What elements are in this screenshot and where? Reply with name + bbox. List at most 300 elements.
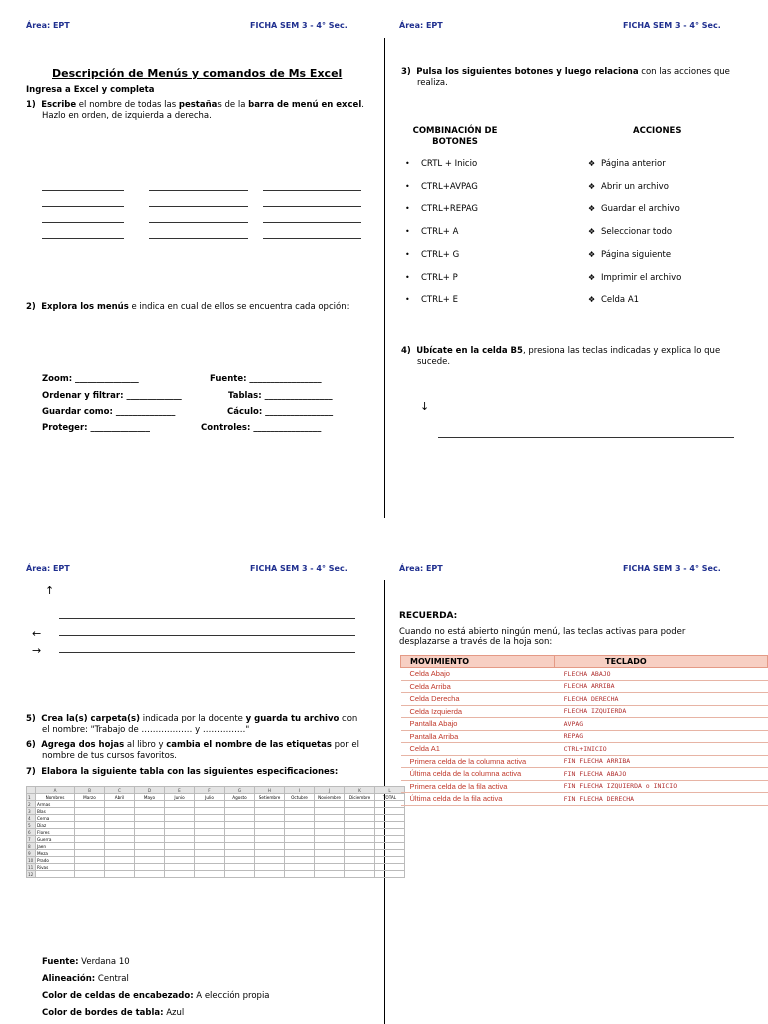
- combo-item: CTRL+ G: [421, 249, 460, 260]
- sheet-cell: [105, 836, 135, 843]
- sheet-cell: [75, 808, 105, 815]
- sheet-row: [27, 815, 405, 822]
- col-header-actions: ACCIONES: [633, 126, 682, 136]
- sheet-cell: [195, 829, 225, 836]
- sheet-cell: [195, 850, 225, 857]
- question-5: [26, 714, 376, 725]
- table-row: [401, 718, 768, 731]
- menu-option: Cáculo: ________________: [227, 407, 334, 417]
- sheet-cell: [255, 843, 285, 850]
- sheet-cell: [375, 836, 405, 843]
- q7-number: 7): [26, 767, 36, 777]
- sheet-cell: [345, 829, 375, 836]
- sheet-cell: [375, 829, 405, 836]
- recuerda-desc-2: desplazarse a través de la hoja son:: [399, 637, 553, 647]
- sheet-cell: [75, 815, 105, 822]
- menu-option: Guardar como: ______________: [42, 407, 176, 417]
- sheet-cell: [75, 829, 105, 836]
- sheet-row-number: 6: [27, 829, 36, 836]
- sheet-col-letter: J: [315, 787, 345, 794]
- answer-line: [59, 618, 355, 619]
- arrow-right-icon: →: [32, 644, 42, 657]
- sheet-cell: [345, 801, 375, 808]
- movimiento-cell: Celda Arriba: [401, 680, 555, 693]
- sheet-cell: [285, 857, 315, 864]
- diamond-icon: ❖: [588, 181, 596, 191]
- q6-text-2: por el: [331, 740, 360, 750]
- spec-list: [42, 954, 270, 1022]
- q5-line-2: el nombre: "Trabajo de ……………… y ……………": [42, 725, 250, 735]
- col-header-combos: COMBINACIÓN DE BOTONES: [412, 126, 498, 147]
- sheet-row: [27, 794, 405, 801]
- sheet-cell: [315, 808, 345, 815]
- action-item: Abrir un archivo: [601, 181, 669, 192]
- sheet-col-letter: K: [345, 787, 375, 794]
- sheet-cell: [285, 843, 315, 850]
- sheet-row: [27, 871, 405, 878]
- diamond-icon: ❖: [588, 227, 596, 237]
- sheet-cell: [195, 864, 225, 871]
- header-area-3: Área: EPT: [26, 564, 70, 573]
- sheet-cell: [345, 808, 375, 815]
- sheet-cell: [375, 822, 405, 829]
- sheet-cell: [255, 801, 285, 808]
- sheet-cell: [255, 815, 285, 822]
- q7-bold: Elabora la siguiente tabla con las siguientes especificaciones:: [41, 767, 339, 777]
- bullet-icon: •: [405, 249, 410, 259]
- spec-item: [42, 954, 270, 971]
- sheet-cell: [345, 871, 375, 878]
- sheet-cell: [315, 857, 345, 864]
- sheet-cell: [255, 829, 285, 836]
- q4-text: , presiona las teclas indicadas y explica lo que: [522, 346, 721, 356]
- question-6: [26, 740, 376, 751]
- sheet-cell: [225, 829, 255, 836]
- sheet-cell: [105, 815, 135, 822]
- sheet-cell: [285, 822, 315, 829]
- q3-number: 3): [401, 67, 411, 77]
- sheet-cell: [135, 864, 165, 871]
- arrow-left-icon: ←: [32, 627, 42, 640]
- sheet-cell: [195, 801, 225, 808]
- recuerda-desc-1: Cuando no está abierto ningún menú, las teclas activas para poder: [399, 627, 686, 637]
- sheet-cell: [375, 864, 405, 871]
- q1-bold-3: barra de menú en excel: [248, 100, 362, 110]
- answer-line: [149, 190, 248, 191]
- sheet-row: [27, 836, 405, 843]
- sheet-cell: [255, 836, 285, 843]
- excel-sheet-preview: [26, 786, 405, 878]
- action-item: Seleccionar todo: [601, 227, 673, 238]
- excel-sheet-table: [26, 786, 405, 878]
- page-title: Descripción de Menús y comandos de Ms Excel: [52, 67, 343, 80]
- menu-option: Fuente: _________________: [210, 374, 322, 384]
- menu-option: Controles: ________________: [201, 423, 322, 433]
- movimiento-cell: Pantalla Abajo: [401, 718, 555, 731]
- sheet-cell: Agosto: [225, 794, 255, 801]
- table-row: [401, 743, 768, 756]
- q4-line-2: sucede.: [417, 357, 451, 367]
- teclado-cell: FLECHA ABAJO: [555, 668, 768, 681]
- sheet-cell: [165, 850, 195, 857]
- sheet-cell: [285, 850, 315, 857]
- sheet-cell: [375, 857, 405, 864]
- sheet-col-letter: D: [135, 787, 165, 794]
- sheet-cell: [135, 801, 165, 808]
- sheet-cell: [225, 836, 255, 843]
- sheet-row-number: 5: [27, 822, 36, 829]
- teclado-cell: FLECHA DERECHA: [555, 693, 768, 706]
- sheet-cell: [225, 815, 255, 822]
- sheet-cell: [105, 808, 135, 815]
- sheet-cell: [135, 871, 165, 878]
- menu-option: Zoom: _______________: [42, 374, 139, 384]
- movimiento-cell: Pantalla Arriba: [401, 730, 555, 743]
- sheet-cell: Prado: [36, 857, 75, 864]
- table-row: [401, 780, 768, 793]
- q1-text-2: s de la: [217, 100, 249, 110]
- sheet-cell: Julio: [195, 794, 225, 801]
- teclado-cell: FLECHA IZQUIERDA: [555, 705, 768, 718]
- sheet-cell: [255, 871, 285, 878]
- sheet-col-letter: C: [105, 787, 135, 794]
- teclado-cell: FIN FLECHA DERECHA: [555, 793, 768, 806]
- sheet-cell: [165, 815, 195, 822]
- q4-bold: Ubícate en la celda B5: [416, 346, 523, 356]
- sheet-cell: [165, 836, 195, 843]
- sheet-cell: [345, 857, 375, 864]
- sheet-cell: Jaen: [36, 843, 75, 850]
- movimiento-cell: Primera celda de la fila activa: [401, 780, 555, 793]
- sheet-cell: [315, 843, 345, 850]
- sheet-cell: [165, 857, 195, 864]
- sheet-cell: [255, 864, 285, 871]
- sheet-col-letter: A: [36, 787, 75, 794]
- keyboard-table: [400, 655, 768, 806]
- sheet-col-letter: H: [255, 787, 285, 794]
- sheet-cell: [315, 829, 345, 836]
- sheet-row-number: 11: [27, 864, 36, 871]
- sheet-cell: [105, 857, 135, 864]
- sheet-cell: [75, 857, 105, 864]
- bullet-icon: •: [405, 159, 410, 168]
- col-header-movimiento: MOVIMIENTO: [401, 656, 555, 668]
- col-header-teclado: TECLADO: [555, 656, 768, 668]
- sheet-row-number: 10: [27, 857, 36, 864]
- sheet-row: [27, 850, 405, 857]
- sheet-cell: [315, 836, 345, 843]
- sheet-cell: [345, 864, 375, 871]
- sheet-cell: [75, 850, 105, 857]
- table-row: [401, 755, 768, 768]
- sheet-cell: [135, 808, 165, 815]
- divider-top: [384, 38, 385, 518]
- sheet-cell: Diciembre: [345, 794, 375, 801]
- question-1: [26, 100, 376, 111]
- action-item: Imprimir el archivo: [601, 272, 682, 283]
- action-item: Celda A1: [601, 295, 640, 306]
- sheet-cell: [165, 843, 195, 850]
- sheet-cell: [315, 822, 345, 829]
- sheet-cell: [285, 871, 315, 878]
- sheet-cell: [165, 801, 195, 808]
- sheet-cell: [75, 836, 105, 843]
- sheet-cell: [285, 801, 315, 808]
- sheet-cell: [75, 801, 105, 808]
- q1-bold-1: Escribe: [41, 100, 77, 110]
- q6-bold-2: cambia el nombre de las etiquetas: [166, 740, 332, 750]
- sheet-cell: [195, 808, 225, 815]
- q1-text-3: .: [361, 100, 364, 110]
- sheet-cell: [375, 815, 405, 822]
- q3-bold: Pulsa los siguientes botones y luego relaciona: [416, 67, 639, 77]
- sheet-row-number: 12: [27, 871, 36, 878]
- q6-bold-1: Agrega dos hojas: [41, 740, 125, 750]
- arrow-up-icon: ↑: [45, 584, 55, 597]
- sheet-cell: [75, 871, 105, 878]
- q3-text: con las acciones que: [638, 67, 730, 77]
- q3-line-2: realiza.: [417, 78, 448, 88]
- movimiento-cell: Celda Abajo: [401, 668, 555, 681]
- sheet-cell: TOTAL: [375, 794, 405, 801]
- table-row: [401, 705, 768, 718]
- answer-line: [263, 190, 361, 191]
- sheet-row-number: 4: [27, 815, 36, 822]
- sheet-cell: [75, 864, 105, 871]
- bullet-icon: •: [405, 227, 410, 237]
- sheet-cell: [255, 857, 285, 864]
- table-row: [401, 768, 768, 781]
- sheet-row-number: 1: [27, 794, 36, 801]
- sheet-cell: [165, 829, 195, 836]
- answer-line: [59, 635, 355, 636]
- keyboard-table-body: [401, 668, 768, 806]
- sheet-cell: [315, 850, 345, 857]
- answer-line: [42, 206, 124, 207]
- sheet-cell: Noviembre: [315, 794, 345, 801]
- sheet-cell: [135, 836, 165, 843]
- menu-option: Proteger: ______________: [42, 423, 150, 433]
- spec-value: Central: [95, 974, 129, 984]
- q1-number: 1): [26, 100, 36, 110]
- sheet-cell: [135, 822, 165, 829]
- combo-item: CTRL+AVPAG: [421, 181, 478, 192]
- movimiento-cell: Última celda de la fila activa: [401, 793, 555, 806]
- answer-line: [149, 222, 248, 223]
- sheet-cell: [225, 857, 255, 864]
- header-ficha-2: FICHA SEM 3 - 4° Sec.: [623, 21, 721, 30]
- sheet-row-number: 2: [27, 801, 36, 808]
- sheet-cell: [345, 822, 375, 829]
- teclado-cell: FIN FLECHA ABAJO: [555, 768, 768, 781]
- spec-item: [42, 988, 270, 1005]
- sheet-corner: [27, 787, 36, 794]
- sheet-cell: [195, 815, 225, 822]
- keyboard-table-wrap: [400, 655, 768, 806]
- sheet-col-letter: G: [225, 787, 255, 794]
- sheet-cell: [195, 857, 225, 864]
- diamond-icon: ❖: [588, 295, 596, 305]
- answer-line: [263, 222, 361, 223]
- sheet-col-letter: E: [165, 787, 195, 794]
- sheet-cell: [225, 843, 255, 850]
- question-2: [26, 302, 349, 313]
- spec-label: Color de bordes de tabla:: [42, 1008, 164, 1018]
- sheet-cell: [285, 808, 315, 815]
- sheet-cell: [375, 808, 405, 815]
- q6-number: 6): [26, 740, 36, 750]
- sheet-cell: [345, 836, 375, 843]
- q5-number: 5): [26, 714, 36, 724]
- action-item: Guardar el archivo: [601, 204, 680, 215]
- sheet-cell: Setiembre: [255, 794, 285, 801]
- sheet-row-number: 8: [27, 843, 36, 850]
- sheet-cell: [135, 829, 165, 836]
- sheet-cell: [105, 843, 135, 850]
- table-row: [401, 730, 768, 743]
- q6-text-1: al libro y: [124, 740, 167, 750]
- sheet-cell: Nombres: [36, 794, 75, 801]
- combo-item: CTRL+ P: [421, 272, 458, 283]
- sheet-col-row: [27, 787, 405, 794]
- action-item: Página anterior: [601, 159, 666, 169]
- bullet-icon: •: [405, 272, 410, 282]
- sheet-cell: [315, 801, 345, 808]
- header-ficha-1: FICHA SEM 3 - 4° Sec.: [250, 21, 348, 30]
- sheet-cell: Marzo: [75, 794, 105, 801]
- sheet-cell: [315, 815, 345, 822]
- q1-line-2: Hazlo en orden, de izquierda a derecha.: [42, 111, 212, 121]
- movimiento-cell: Primera celda de la columna activa: [401, 755, 555, 768]
- header-ficha-3: FICHA SEM 3 - 4° Sec.: [250, 564, 348, 573]
- spec-value: Azul: [163, 1008, 185, 1018]
- q1-bold-2: pestaña: [178, 100, 218, 110]
- answer-line: [42, 222, 124, 223]
- sheet-row-number: 3: [27, 808, 36, 815]
- movimiento-cell: Celda A1: [401, 743, 555, 756]
- sheet-cell: [195, 836, 225, 843]
- spec-label: Color de celdas de encabezado:: [42, 991, 194, 1001]
- spec-value: A elección propia: [193, 991, 270, 1001]
- sheet-cell: [255, 808, 285, 815]
- q4-number: 4): [401, 346, 411, 356]
- diamond-icon: ❖: [588, 159, 596, 168]
- sheet-cell: [225, 871, 255, 878]
- sheet-cell: Rivas: [36, 864, 75, 871]
- header-area-2: Área: EPT: [399, 21, 443, 30]
- sheet-cell: Octubre: [285, 794, 315, 801]
- q6-line-2: nombre de tus cursos favoritos.: [42, 751, 177, 761]
- sheet-cell: [105, 801, 135, 808]
- sheet-cell: Guerra: [36, 836, 75, 843]
- table-row: [401, 680, 768, 693]
- sheet-cell: [36, 871, 75, 878]
- sheet-cell: [345, 843, 375, 850]
- sheet-row: [27, 829, 405, 836]
- sheet-col-letter: L: [375, 787, 405, 794]
- table-row: [401, 693, 768, 706]
- sheet-cell: [225, 864, 255, 871]
- sheet-row: [27, 808, 405, 815]
- table-header-row: [401, 656, 768, 668]
- sheet-cell: Diaz: [36, 822, 75, 829]
- table-row: [401, 793, 768, 806]
- q1-text-1: el nombre de todas las: [76, 100, 179, 110]
- teclado-cell: FIN FLECHA ARRIBA: [555, 755, 768, 768]
- answer-line: [42, 238, 124, 239]
- sheet-cell: [255, 822, 285, 829]
- sheet-cell: [195, 843, 225, 850]
- sheet-cell: [225, 808, 255, 815]
- sheet-row: [27, 822, 405, 829]
- sheet-cell: Cerna: [36, 815, 75, 822]
- sheet-cell: [135, 850, 165, 857]
- sheet-cell: [345, 815, 375, 822]
- spec-label: Fuente:: [42, 957, 79, 967]
- movimiento-cell: Última celda de la columna activa: [401, 768, 555, 781]
- teclado-cell: REPAG: [555, 730, 768, 743]
- sheet-cell: [285, 864, 315, 871]
- teclado-cell: CTRL+INICIO: [555, 743, 768, 756]
- combo-item: CTRL+REPAG: [421, 204, 479, 215]
- sheet-cell: Armas: [36, 801, 75, 808]
- answer-line: [263, 238, 361, 239]
- menu-option: Tablas: ________________: [228, 391, 333, 401]
- sheet-cell: [255, 850, 285, 857]
- intro-text: Ingresa a Excel y completa: [26, 85, 155, 95]
- spec-item: [42, 1005, 270, 1022]
- sheet-row: [27, 843, 405, 850]
- sheet-row-number: 7: [27, 836, 36, 843]
- movimiento-cell: Celda Derecha: [401, 693, 555, 706]
- combo-item: CTRL+ E: [421, 295, 458, 306]
- sheet-cell: [285, 836, 315, 843]
- sheet-cell: [165, 808, 195, 815]
- sheet-cell: [135, 815, 165, 822]
- sheet-cell: [105, 871, 135, 878]
- sheet-cell: [285, 829, 315, 836]
- sheet-row: [27, 801, 405, 808]
- answer-line: [263, 206, 361, 207]
- teclado-cell: FIN FLECHA IZQUIERDA o INICIO: [555, 780, 768, 793]
- sheet-cell: [285, 815, 315, 822]
- arrow-down-icon: ↓: [420, 400, 430, 413]
- header-ficha-4: FICHA SEM 3 - 4° Sec.: [623, 564, 721, 573]
- sheet-cell: Meza: [36, 850, 75, 857]
- sheet-cell: [225, 801, 255, 808]
- teclado-cell: AVPAG: [555, 718, 768, 731]
- sheet-cell: [135, 857, 165, 864]
- sheet-cell: [165, 822, 195, 829]
- question-3: [401, 67, 751, 78]
- combo-item: CTRL+ A: [421, 227, 459, 238]
- sheet-cell: [195, 871, 225, 878]
- question-7: [26, 767, 338, 778]
- q5-text-1: indicada por la docente: [140, 714, 246, 724]
- menu-option: Ordenar y filtrar: _____________: [42, 391, 182, 401]
- sheet-col-letter: I: [285, 787, 315, 794]
- answer-line: [149, 206, 248, 207]
- table-row: [401, 668, 768, 681]
- sheet-cell: Junio: [165, 794, 195, 801]
- sheet-cell: Flores: [36, 829, 75, 836]
- q2-bold: Explora los menús: [41, 302, 129, 312]
- movimiento-cell: Celda Izquierda: [401, 705, 555, 718]
- q2-text: e indica en cual de ellos se encuentra cada opción:: [128, 302, 350, 312]
- action-item: Página siguiente: [601, 249, 672, 260]
- question-4: [401, 346, 751, 357]
- sheet-cell: [315, 864, 345, 871]
